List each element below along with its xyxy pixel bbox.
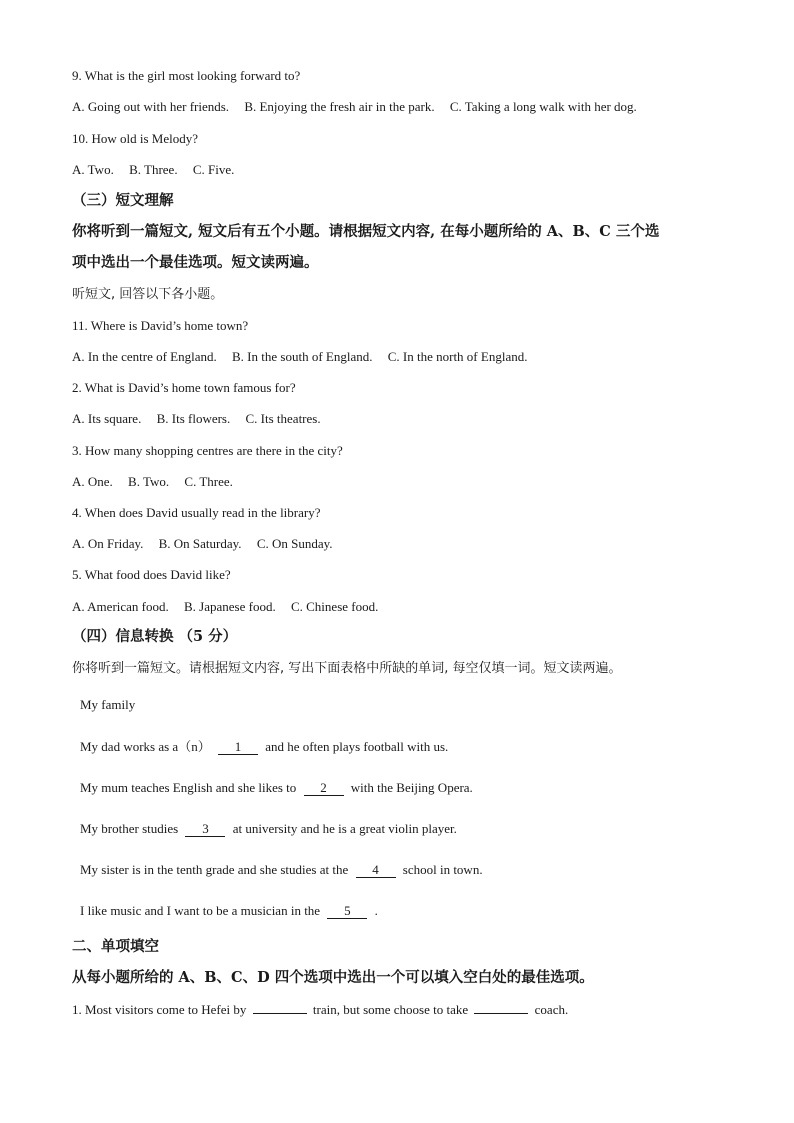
option-a: A. In the centre of England.	[72, 349, 217, 364]
row-text-after: and he often plays football with us.	[265, 739, 449, 754]
section-4-instruction: 你将听到一篇短文。请根据短文内容, 写出下面表格中所缺的单词, 每空仅填一词。短文读两遍。	[72, 661, 622, 676]
question-9-options	[72, 99, 637, 115]
option-c: C. On Sunday.	[256, 536, 333, 551]
question-1-text-after: coach.	[534, 1002, 569, 1017]
table-heading: My family	[80, 697, 136, 712]
row-text-after: school in town.	[402, 862, 483, 877]
row-text-after: with the Beijing Opera.	[350, 780, 473, 795]
question-1-text-middle: train, but some choose to take	[312, 1002, 469, 1017]
option-a: A. One.	[72, 474, 113, 489]
table-row-3	[80, 821, 457, 837]
answer-blank-5[interactable]: 5	[327, 904, 367, 919]
option-a: A. Two.	[72, 162, 114, 177]
table-row-4	[80, 862, 483, 878]
option-b: B. Its flowers.	[156, 411, 231, 426]
question-2-options	[72, 411, 321, 427]
question-3-options	[72, 474, 233, 490]
question-11-options	[72, 349, 527, 365]
row-text-before: My sister is in the tenth grade and she studies at the	[80, 862, 349, 877]
option-c: C. Its theatres.	[245, 411, 321, 426]
row-text-after: .	[374, 903, 378, 918]
row-text-before: My mum teaches English and she likes to	[80, 780, 297, 795]
question-11: 11. Where is David’s home town?	[72, 318, 249, 333]
row-text-before: My dad works as a（n）	[80, 739, 211, 754]
question-10: 10. How old is Melody?	[72, 131, 199, 146]
question-9: 9. What is the girl most looking forward to?	[72, 68, 301, 83]
question-2: 2. What is David’s home town famous for?	[72, 380, 296, 395]
question-3: 3. How many shopping centres are there in the city?	[72, 443, 343, 458]
answer-blank-q1-a[interactable]	[253, 1013, 307, 1014]
question-5: 5. What food does David like?	[72, 567, 231, 582]
row-text-after: at university and he is a great violin player.	[232, 821, 457, 836]
table-row-1	[80, 739, 448, 755]
option-c: C. Five.	[192, 162, 235, 177]
option-a: A. Its square.	[72, 411, 142, 426]
section-3-title: （三）短文理解	[72, 192, 174, 209]
table-row-5	[80, 903, 378, 919]
answer-blank-3[interactable]: 3	[185, 822, 225, 837]
answer-blank-q1-b[interactable]	[474, 1013, 528, 1014]
option-b: B. Two.	[128, 474, 170, 489]
question-5-options	[72, 599, 378, 615]
option-b: B. Three.	[129, 162, 178, 177]
answer-blank-1[interactable]: 1	[218, 740, 258, 755]
option-b: B. Enjoying the fresh air in the park.	[244, 99, 435, 114]
option-b: B. Japanese food.	[184, 599, 276, 614]
option-c: C. Chinese food.	[290, 599, 379, 614]
table-row-2	[80, 780, 473, 796]
question-1	[72, 1002, 568, 1018]
option-a: A. On Friday.	[72, 536, 144, 551]
option-a: A. American food.	[72, 599, 169, 614]
question-4-options	[72, 536, 333, 552]
option-b: B. In the south of England.	[232, 349, 373, 364]
part-2-instruction: 从每小题所给的 A、B、C、D 四个选项中选出一个可以填入空白处的最佳选项。	[72, 969, 594, 986]
question-4: 4. When does David usually read in the library?	[72, 505, 321, 520]
section-3-instruction-line-1: 你将听到一篇短文, 短文后有五个小题。请根据短文内容, 在每小题所给的 A、B、C 三个选	[72, 223, 660, 240]
section-4-title: （四）信息转换 （5 分）	[72, 628, 238, 645]
part-2-title: 二、单项填空	[72, 938, 159, 955]
answer-blank-4[interactable]: 4	[356, 863, 396, 878]
row-text-before: I like music and I want to be a musician in the	[80, 903, 321, 918]
option-c: C. In the north of England.	[387, 349, 528, 364]
section-3-instruction-line-2: 项中选出一个最佳选项。短文读两遍。	[72, 254, 319, 271]
question-10-options	[72, 162, 234, 178]
question-1-text-before: 1. Most visitors come to Hefei by	[72, 1002, 247, 1017]
section-3-prompt: 听短文, 回答以下各小题。	[72, 287, 224, 302]
option-c: C. Three.	[184, 474, 233, 489]
answer-blank-2[interactable]: 2	[304, 781, 344, 796]
option-c: C. Taking a long walk with her dog.	[449, 99, 637, 114]
option-b: B. On Saturday.	[158, 536, 242, 551]
row-text-before: My brother studies	[80, 821, 179, 836]
option-a: A. Going out with her friends.	[72, 99, 230, 114]
